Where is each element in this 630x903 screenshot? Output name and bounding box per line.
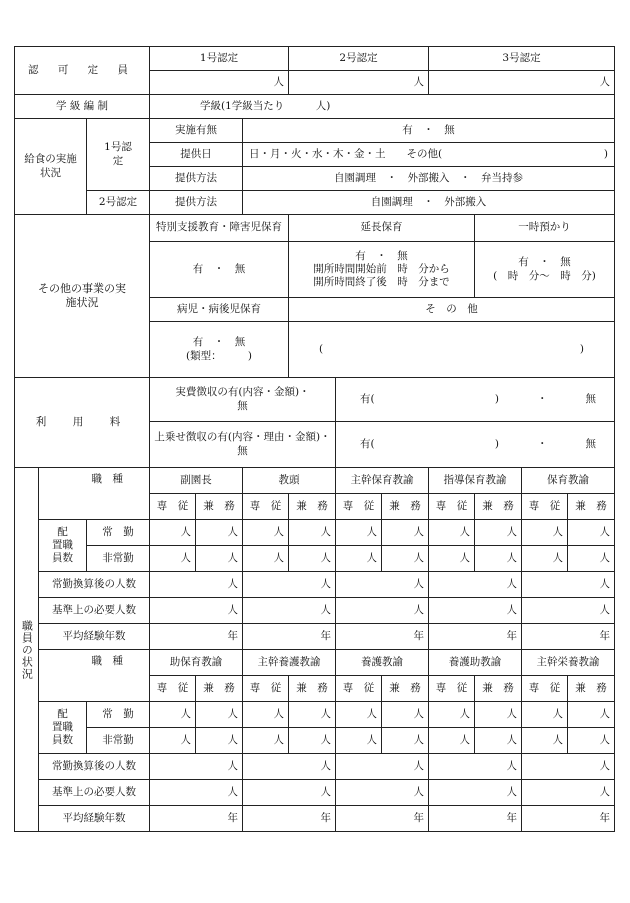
nintei-value-2[interactable]: 人 [289, 71, 429, 95]
other-v3[interactable] [475, 242, 615, 298]
jokin-count-cell[interactable]: 人 [336, 520, 382, 546]
form-sheet [14, 46, 615, 832]
kenmu-header: 兼 務 [568, 494, 615, 520]
jokin-count-cell[interactable]: 人 [382, 520, 429, 546]
senju-header: 専 従 [150, 676, 196, 702]
fee2-close: ) [494, 437, 499, 450]
hijokin-count-cell[interactable]: 人 [336, 728, 382, 754]
v4-line2: (類型： ) [186, 349, 252, 362]
hijokin-count-cell[interactable]: 人 [289, 546, 336, 572]
senju-header: 専 従 [150, 494, 196, 520]
hijokin-label: 非常勤 [87, 546, 150, 572]
fee1-nashi: 無 [585, 392, 596, 405]
v4-line1: 有 ・ 無 [192, 336, 246, 349]
kenmu-header: 兼 務 [289, 676, 336, 702]
kyushoku-row-label: 提供方法 [150, 191, 243, 215]
other-h3: 一時預かり [475, 215, 615, 242]
hitsuyo-label: 基準上の必要人数 [39, 780, 150, 806]
fee1-dot: ・ [537, 392, 548, 405]
kyushoku-label: 給食の実施状況 [15, 119, 87, 215]
kansan-value-cell[interactable]: 人 [429, 754, 522, 780]
nintei-header-1: 1号認定 [150, 47, 289, 71]
v5-close: ) [579, 342, 584, 355]
hijokin-count-cell[interactable]: 人 [475, 546, 522, 572]
fee2-ari: 有( [360, 437, 375, 450]
kansan-value-cell[interactable]: 人 [243, 572, 336, 598]
jokin-count-cell[interactable]: 人 [568, 702, 615, 728]
kansan-value-cell[interactable]: 人 [150, 572, 243, 598]
hitsuyo-value-cell[interactable]: 人 [522, 598, 615, 624]
kansan-label: 常勤換算後の人数 [39, 754, 150, 780]
fee1-close: ) [494, 392, 499, 405]
kenmu-header: 兼 務 [382, 676, 429, 702]
jokin-count-cell[interactable]: 人 [522, 702, 568, 728]
hitsuyo-value-cell[interactable]: 人 [150, 598, 243, 624]
kyushoku-houhou-1[interactable]: 自園調理 ・ 外部搬入 ・ 弁当持参 [243, 167, 615, 191]
kansan-value-cell[interactable]: 人 [243, 754, 336, 780]
b1-keiken-row [15, 624, 615, 650]
b2-role-0: 助保育教諭 [150, 650, 243, 676]
kenmu-header: 兼 務 [289, 494, 336, 520]
hijokin-count-cell[interactable]: 人 [336, 546, 382, 572]
hitsuyo-value-cell[interactable]: 人 [150, 780, 243, 806]
other-h2: 延長保育 [289, 215, 475, 242]
senju-header: 専 従 [336, 676, 382, 702]
fee-row2-label: 上乗せ徴収の有(内容・理由・金額)・無 [150, 422, 336, 468]
kyushoku-row-label: 提供方法 [150, 167, 243, 191]
jokin-count-cell[interactable]: 人 [475, 520, 522, 546]
other-h1: 特別支援教育・障害児保育 [150, 215, 289, 242]
b1-role-3: 指導保育教諭 [429, 468, 522, 494]
keiken-value-cell[interactable]: 年 [522, 806, 615, 832]
hijokin-count-cell[interactable]: 人 [243, 728, 289, 754]
jokin-label: 常 勤 [87, 520, 150, 546]
gakkyu-value[interactable]: 学級(1学級当たり 人) [150, 95, 615, 119]
b1-hijokin-row [15, 546, 615, 572]
kyushoku-g1: 1号認定 [87, 119, 150, 191]
b2-role-2: 養護教諭 [336, 650, 429, 676]
haichi-label: 配 置職員数 [39, 520, 87, 572]
kenmu-header: 兼 務 [196, 494, 243, 520]
form-table [14, 46, 615, 832]
hijokin-count-cell[interactable]: 人 [243, 546, 289, 572]
hijokin-label: 非常勤 [87, 728, 150, 754]
jokin-label: 常 勤 [87, 702, 150, 728]
fee2-dot: ・ [537, 437, 548, 450]
shokushu-label: 職 種 [39, 650, 150, 702]
b1-role-0: 副園長 [150, 468, 243, 494]
b1-role-4: 保育教諭 [522, 468, 615, 494]
other-v1[interactable]: 有 ・ 無 [150, 242, 289, 298]
b2-kansan-row [15, 754, 615, 780]
hijokin-count-cell[interactable]: 人 [475, 728, 522, 754]
kyushoku-houhou-2[interactable]: 自園調理 ・ 外部搬入 [243, 191, 615, 215]
shokushu-label: 職 種 [39, 468, 150, 520]
v5-open: ( [319, 342, 324, 355]
senju-header: 専 従 [336, 494, 382, 520]
keiken-value-cell[interactable]: 年 [150, 806, 243, 832]
senju-header: 専 従 [522, 494, 568, 520]
b2-jokin-row [15, 702, 615, 728]
jokin-count-cell[interactable]: 人 [568, 520, 615, 546]
other-h5: そ の 他 [289, 298, 615, 322]
fee-row1-value[interactable] [336, 378, 615, 422]
v2-line2: 開所時間開始前 時 分から [313, 262, 450, 275]
hitsuyo-value-cell[interactable]: 人 [243, 780, 336, 806]
jokin-count-cell[interactable]: 人 [475, 702, 522, 728]
nintei-header-3: 3号認定 [429, 47, 615, 71]
b1-role-2: 主幹保育教諭 [336, 468, 429, 494]
senju-header: 専 従 [522, 676, 568, 702]
staff-label: 職員の状況 [15, 468, 39, 832]
senju-header: 専 従 [429, 494, 475, 520]
keiken-value-cell[interactable]: 年 [429, 806, 522, 832]
kenmu-header: 兼 務 [475, 494, 522, 520]
jokin-count-cell[interactable]: 人 [429, 702, 475, 728]
jokin-count-cell[interactable]: 人 [522, 520, 568, 546]
b1-hitsuyo-row [15, 598, 615, 624]
jokin-count-cell[interactable]: 人 [289, 520, 336, 546]
kansan-value-cell[interactable]: 人 [336, 572, 429, 598]
fee2-nashi: 無 [585, 437, 596, 450]
jokin-count-cell[interactable]: 人 [196, 702, 243, 728]
nintei-header-2: 2号認定 [289, 47, 429, 71]
keiken-label: 平均経験年数 [39, 624, 150, 650]
kenmu-header: 兼 務 [475, 676, 522, 702]
keiken-value-cell[interactable]: 年 [336, 806, 429, 832]
hijokin-count-cell[interactable]: 人 [150, 728, 196, 754]
v3-line1: 有 ・ 無 [518, 256, 571, 269]
v2-line1: 有 ・ 無 [355, 249, 408, 262]
keiken-value-cell[interactable]: 年 [522, 624, 615, 650]
kenmu-header: 兼 務 [568, 676, 615, 702]
hitsuyo-value-cell[interactable]: 人 [336, 598, 429, 624]
keiken-value-cell[interactable]: 年 [336, 624, 429, 650]
other-h4: 病児・病後児保育 [150, 298, 289, 322]
jokin-count-cell[interactable]: 人 [243, 520, 289, 546]
senju-header: 専 従 [243, 494, 289, 520]
fee-row1-label: 実費徴収の有(内容・金額)・無 [150, 378, 336, 422]
jokin-count-cell[interactable]: 人 [382, 702, 429, 728]
kenmu-header: 兼 務 [382, 494, 429, 520]
jokin-count-cell[interactable]: 人 [429, 520, 475, 546]
other-v4[interactable] [150, 322, 289, 378]
kyushoku-row-label: 実施有無 [150, 119, 243, 143]
other-label: その他の事業の実施状況 [15, 215, 150, 378]
hijokin-count-cell[interactable]: 人 [196, 728, 243, 754]
hitsuyo-label: 基準上の必要人数 [39, 598, 150, 624]
kenmu-header: 兼 務 [196, 676, 243, 702]
b1-jokin-row [15, 520, 615, 546]
jokin-count-cell[interactable]: 人 [243, 702, 289, 728]
b2-role-1: 主幹養護教諭 [243, 650, 336, 676]
hitsuyo-value-cell[interactable]: 人 [243, 598, 336, 624]
hijokin-count-cell[interactable]: 人 [382, 728, 429, 754]
b1-kansan-row [15, 572, 615, 598]
fee-row2-value[interactable] [336, 422, 615, 468]
fee1-ari: 有( [360, 392, 375, 405]
kansan-value-cell[interactable]: 人 [150, 754, 243, 780]
b2-hijokin-row [15, 728, 615, 754]
v3-line2: ( 時 分～ 時 分) [493, 269, 596, 282]
teikyobi-days: 日・月・火・水・木・金・土 その他( [249, 147, 443, 160]
hitsuyo-value-cell[interactable]: 人 [429, 598, 522, 624]
kansan-value-cell[interactable]: 人 [522, 572, 615, 598]
hijokin-count-cell[interactable]: 人 [568, 546, 615, 572]
kansan-label: 常勤換算後の人数 [39, 572, 150, 598]
kyushoku-jisshi[interactable]: 有 ・ 無 [243, 119, 615, 143]
kyushoku-g2: 2号認定 [87, 191, 150, 215]
hijokin-count-cell[interactable]: 人 [196, 546, 243, 572]
keiken-value-cell[interactable]: 年 [243, 624, 336, 650]
hitsuyo-value-cell[interactable]: 人 [522, 780, 615, 806]
b2-keiken-row [15, 806, 615, 832]
teikyobi-close: ) [603, 147, 608, 160]
other-v2[interactable] [289, 242, 475, 298]
hitsuyo-value-cell[interactable]: 人 [336, 780, 429, 806]
hijokin-count-cell[interactable]: 人 [289, 728, 336, 754]
kyushoku-teikyobi[interactable] [243, 143, 615, 167]
gakkyu-label: 学 級 編 制 [15, 95, 150, 119]
v2-line3: 開所時間終了後 時 分まで [313, 276, 450, 289]
kyushoku-row-label: 提供日 [150, 143, 243, 167]
jokin-count-cell[interactable]: 人 [196, 520, 243, 546]
senju-header: 専 従 [243, 676, 289, 702]
nintei-value-3[interactable]: 人 [429, 71, 615, 95]
hijokin-count-cell[interactable]: 人 [568, 728, 615, 754]
b2-role-4: 主幹栄養教諭 [522, 650, 615, 676]
hijokin-count-cell[interactable]: 人 [522, 546, 568, 572]
keiken-value-cell[interactable]: 年 [243, 806, 336, 832]
nintei-value-1[interactable]: 人 [150, 71, 289, 95]
hijokin-count-cell[interactable]: 人 [522, 728, 568, 754]
senju-header: 専 従 [429, 676, 475, 702]
nintei-label: 認 可 定 員 [15, 47, 150, 95]
other-v5[interactable] [289, 322, 615, 378]
hijokin-count-cell[interactable]: 人 [150, 546, 196, 572]
hitsuyo-value-cell[interactable]: 人 [429, 780, 522, 806]
hijokin-count-cell[interactable]: 人 [429, 728, 475, 754]
kansan-value-cell[interactable]: 人 [336, 754, 429, 780]
jokin-count-cell[interactable]: 人 [150, 520, 196, 546]
jokin-count-cell[interactable]: 人 [289, 702, 336, 728]
kansan-value-cell[interactable]: 人 [522, 754, 615, 780]
kansan-value-cell[interactable]: 人 [429, 572, 522, 598]
keiken-value-cell[interactable]: 年 [429, 624, 522, 650]
keiken-value-cell[interactable]: 年 [150, 624, 243, 650]
hijokin-count-cell[interactable]: 人 [429, 546, 475, 572]
haichi-label: 配 置職員数 [39, 702, 87, 754]
hijokin-count-cell[interactable]: 人 [382, 546, 429, 572]
jokin-count-cell[interactable]: 人 [336, 702, 382, 728]
b2-role-3: 養護助教諭 [429, 650, 522, 676]
jokin-count-cell[interactable]: 人 [150, 702, 196, 728]
keiken-label: 平均経験年数 [39, 806, 150, 832]
b2-hitsuyo-row [15, 780, 615, 806]
fee-label: 利 用 料 [15, 378, 150, 468]
b1-role-1: 教頭 [243, 468, 336, 494]
